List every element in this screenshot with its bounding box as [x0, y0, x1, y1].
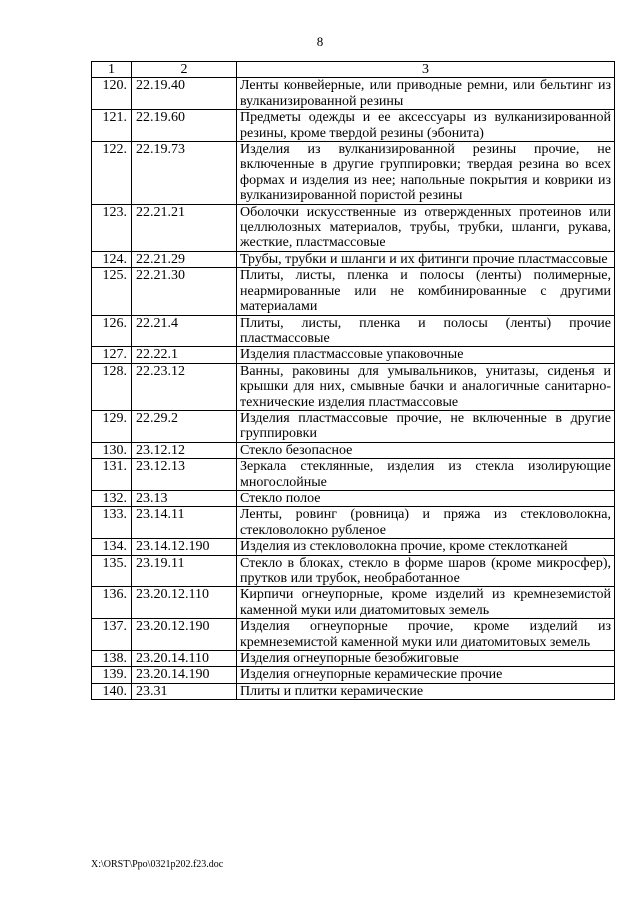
header-cell-code: 2: [132, 62, 237, 78]
product-code: 22.29.2: [132, 410, 237, 442]
product-code: 23.12.12: [132, 442, 237, 458]
table-row: [92, 651, 615, 667]
row-number: 125.: [92, 268, 132, 315]
row-number: 129.: [92, 410, 132, 442]
table-row: [92, 347, 615, 363]
row-number: 136.: [92, 587, 132, 619]
row-number: 126.: [92, 315, 132, 347]
product-code: 22.23.12: [132, 363, 237, 410]
row-number: 132.: [92, 490, 132, 506]
row-number: 131.: [92, 459, 132, 491]
header-cell-number: 1: [92, 62, 132, 78]
product-code: 22.21.21: [132, 204, 237, 251]
table-row: [92, 110, 615, 142]
product-name: Плиты и плитки керамические: [237, 683, 615, 699]
row-number: 121.: [92, 110, 132, 142]
product-code: 23.14.11: [132, 507, 237, 539]
product-name: Плиты, листы, пленка и полосы (ленты) прочие пластмассовые: [237, 315, 615, 347]
table-row: [92, 490, 615, 506]
product-name: Ленты конвейерные, или приводные ремни, или бельтинг из вулканизированной резины: [237, 78, 615, 110]
row-number: 135.: [92, 555, 132, 587]
row-number: 139.: [92, 667, 132, 683]
product-code: 23.13: [132, 490, 237, 506]
okpd-table: [91, 61, 615, 700]
product-name: Изделия из вулканизированной резины прочие, не включенные в другие группировки; твердая резина во всех формах и изделия из нее; напольные покрытия и коврики из вулканизированной пористой резины: [237, 142, 615, 205]
product-code: 23.20.12.190: [132, 619, 237, 651]
table-row: [92, 507, 615, 539]
product-name: Кирпичи огнеупорные, кроме изделий из кремнеземистой каменной муки или диатомитовых земель: [237, 587, 615, 619]
table-row: [92, 410, 615, 442]
product-code: 23.20.14.190: [132, 667, 237, 683]
product-code: 22.19.60: [132, 110, 237, 142]
product-code: 22.19.73: [132, 142, 237, 205]
product-name: Ванны, раковины для умывальников, унитазы, сиденья и крышки для них, смывные бачки и аналогичные санитарно-технические изделия пластмассовые: [237, 363, 615, 410]
table-row: [92, 539, 615, 555]
header-cell-name: 3: [237, 62, 615, 78]
product-code: 22.22.1: [132, 347, 237, 363]
table-header-row: [92, 62, 615, 78]
product-code: 22.21.29: [132, 251, 237, 267]
table-row: [92, 587, 615, 619]
product-name: Зеркала стеклянные, изделия из стекла изолирующие многослойные: [237, 459, 615, 491]
row-number: 137.: [92, 619, 132, 651]
table-row: [92, 555, 615, 587]
product-name: Ленты, ровинг (ровница) и пряжа из стекловолокна, стекловолокно рубленое: [237, 507, 615, 539]
product-name: Трубы, трубки и шланги и их фитинги прочие пластмассовые: [237, 251, 615, 267]
product-name: Стекло полое: [237, 490, 615, 506]
row-number: 127.: [92, 347, 132, 363]
row-number: 138.: [92, 651, 132, 667]
table-row: [92, 142, 615, 205]
row-number: 130.: [92, 442, 132, 458]
product-code: 23.19.11: [132, 555, 237, 587]
table-row: [92, 459, 615, 491]
product-name: Изделия огнеупорные керамические прочие: [237, 667, 615, 683]
row-number: 122.: [92, 142, 132, 205]
product-name: Изделия огнеупорные безобжиговые: [237, 651, 615, 667]
product-code: 22.21.4: [132, 315, 237, 347]
row-number: 124.: [92, 251, 132, 267]
table-row: [92, 683, 615, 699]
product-name: Оболочки искусственные из отвержденных протеинов или целлюлозных материалов, трубы, трубки, шланги, рукава, жесткие, пластмассовые: [237, 204, 615, 251]
table-row: [92, 619, 615, 651]
table-row: [92, 268, 615, 315]
table-row: [92, 315, 615, 347]
table-row: [92, 667, 615, 683]
row-number: 133.: [92, 507, 132, 539]
product-code: 23.20.12.110: [132, 587, 237, 619]
table-row: [92, 442, 615, 458]
product-name: Изделия огнеупорные прочие, кроме изделий из кремнеземистой каменной муки или диатомитовых земель: [237, 619, 615, 651]
row-number: 134.: [92, 539, 132, 555]
row-number: 128.: [92, 363, 132, 410]
row-number: 140.: [92, 683, 132, 699]
product-name: Предметы одежды и ее аксессуары из вулканизированной резины, кроме твердой резины (эбонита): [237, 110, 615, 142]
product-code: 23.31: [132, 683, 237, 699]
product-code: 22.19.40: [132, 78, 237, 110]
product-code: 23.20.14.110: [132, 651, 237, 667]
table-row: [92, 363, 615, 410]
table-row: [92, 204, 615, 251]
product-name: Изделия пластмассовые упаковочные: [237, 347, 615, 363]
page-number: 8: [316, 34, 324, 49]
product-code: 23.12.13: [132, 459, 237, 491]
table-body: [92, 78, 615, 700]
product-name: Изделия пластмассовые прочие, не включенные в другие группировки: [237, 410, 615, 442]
product-name: Стекло в блоках, стекло в форме шаров (кроме микросфер), прутков или трубок, необработанное: [237, 555, 615, 587]
file-path-footer: X:\ORST\Ppo\0321p202.f23.doc: [91, 859, 224, 870]
table-row: [92, 78, 615, 110]
product-name: Изделия из стекловолокна прочие, кроме стеклотканей: [237, 539, 615, 555]
product-name: Плиты, листы, пленка и полосы (ленты) полимерные, неармированные или не комбинированные с другими материалами: [237, 268, 615, 315]
row-number: 120.: [92, 78, 132, 110]
product-code: 22.21.30: [132, 268, 237, 315]
product-code: 23.14.12.190: [132, 539, 237, 555]
product-name: Стекло безопасное: [237, 442, 615, 458]
row-number: 123.: [92, 204, 132, 251]
table-row: [92, 251, 615, 267]
